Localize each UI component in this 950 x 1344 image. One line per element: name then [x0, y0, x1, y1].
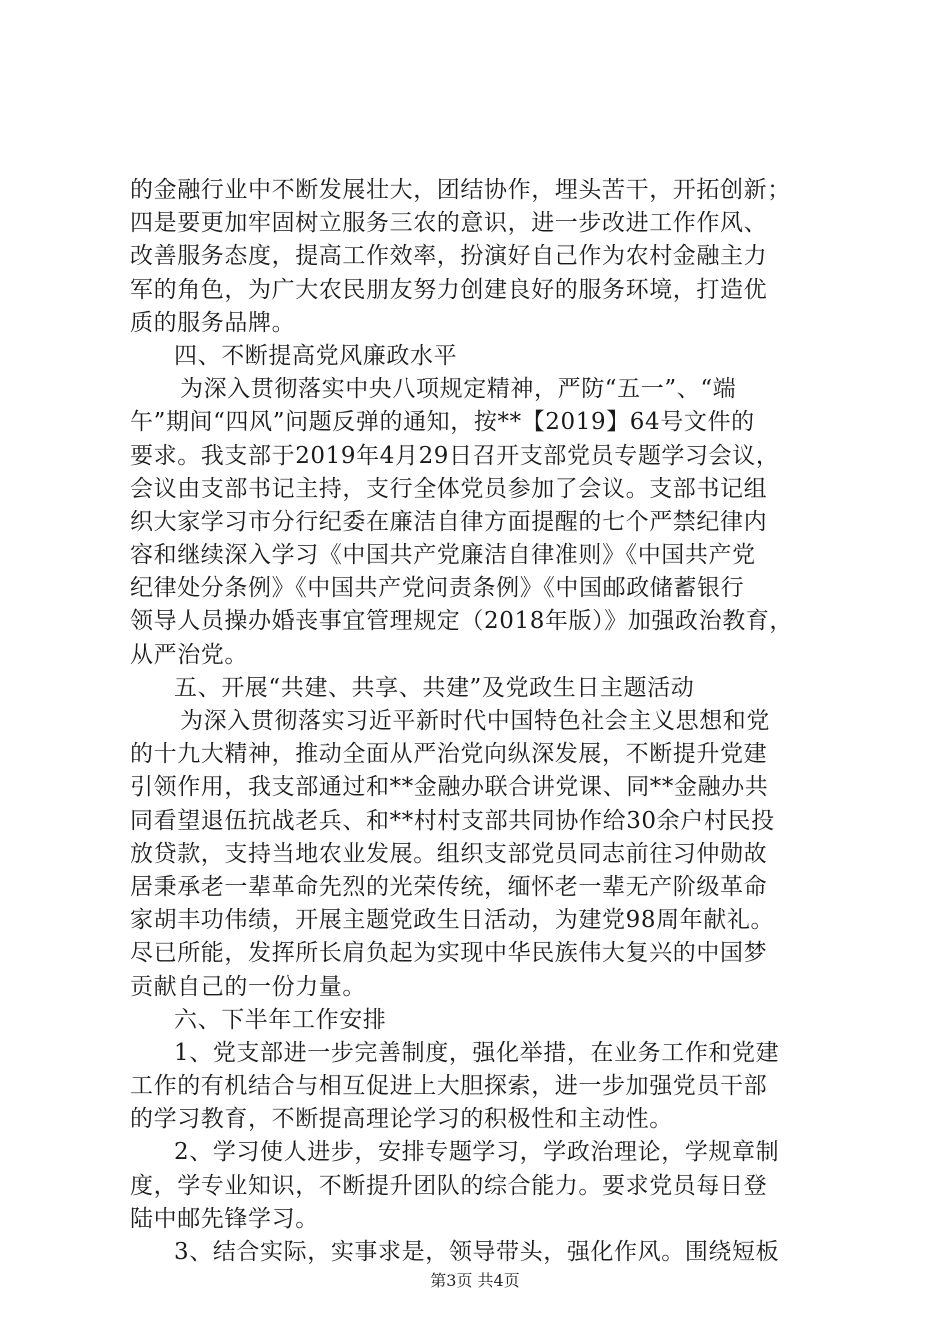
text-line: 改善服务态度，提高工作效率，扮演好自己作为农村金融主力	[130, 243, 768, 270]
text-line: 的十九大精神，推动全面从严治党向纵深发展，不断提升党建	[130, 741, 768, 768]
list-item: 1、党支部进一步完善制度，强化举措，在业务工作和党建	[174, 1039, 780, 1066]
text-line: 放贷款，支持当地农业发展。组织支部党员同志前往习仲勋故	[130, 840, 768, 867]
text-line: 工作的有机结合与相互促进上大胆探索，进一步加强党员干部	[130, 1073, 768, 1100]
section-heading: 五、开展“共建、共享、共建”及党政生日主题活动	[174, 674, 695, 701]
text-line: 的金融行业中不断发展壮大，团结协作，埋头苦干，开拓创新；	[130, 177, 791, 203]
text-line: 要求。我支部于2019年4月29日召开支部党员专题学习会议，	[130, 442, 780, 469]
text-line: 居秉承老一辈革命先烈的光荣传统，缅怀老一辈无产阶级革命	[130, 873, 768, 900]
text-line: 从严治党。	[130, 641, 248, 668]
text-line: 尽已所能，发挥所长肩负起为实现中华民族伟大复兴的中国梦	[130, 940, 768, 967]
text-line: 会议由支部书记主持，支行全体党员参加了会议。支部书记组	[130, 475, 768, 502]
text-line: 同看望退伍抗战老兵、和**村村支部共同协作给30余户村民投	[130, 807, 775, 834]
text-line: 引领作用，我支部通过和**金融办联合讲党课、同**金融办共	[130, 774, 769, 801]
section-heading: 四、不断提高党风廉政水平	[174, 342, 458, 369]
text-line: 织大家学习市分行纪委在廉洁自律方面提醒的七个严禁纪律内	[130, 508, 768, 535]
text-line: 军的角色，为广大农民朋友努力创建良好的服务环境，打造优	[130, 276, 768, 303]
text-line: 领导人员操办婚丧事宜管理规定（2018年版）》加强政治教育，	[130, 608, 794, 635]
text-line: 家胡丰功伟绩，开展主题党政生日活动，为建党98周年献礼。	[130, 907, 775, 934]
text-line: 度，学专业知识，不断提升团队的综合能力。要求党员每日登	[130, 1172, 768, 1199]
text-line: 质的服务品牌。	[130, 309, 296, 336]
document-body	[130, 174, 850, 1269]
text-line: 为深入贯彻落实中央八项规定精神，严防“五一”、“端	[180, 376, 737, 403]
text-line: 贡献自己的一份力量。	[130, 973, 366, 1000]
text-line: 的学习教育，不断提高理论学习的积极性和主动性。	[130, 1106, 673, 1133]
page-number-footer: 第3页 共4页	[430, 1271, 520, 1290]
section-heading: 六、下半年工作安排	[174, 1006, 387, 1033]
text-line: 纪律处分条例》《中国共产党问责条例》《中国邮政储蓄银行	[130, 575, 745, 602]
text-line: 为深入贯彻落实习近平新时代中国特色社会主义思想和党	[180, 708, 770, 734]
list-item: 2、学习使人进步，安排专题学习，学政治理论，学规章制	[174, 1139, 780, 1166]
list-item: 3、结合实际，实事求是，领导带头，强化作风。围绕短板	[174, 1239, 780, 1265]
text-line: 午”期间“四风”问题反弹的通知，按**【2019】64号文件的	[130, 409, 755, 436]
text-line: 陆中邮先锋学习。	[130, 1205, 319, 1232]
text-line: 四是要更加牢固树立服务三农的意识，进一步改进工作作风、	[130, 210, 768, 237]
text-line: 容和继续深入学习《中国共产党廉洁自律准则》《中国共产党	[130, 542, 756, 569]
